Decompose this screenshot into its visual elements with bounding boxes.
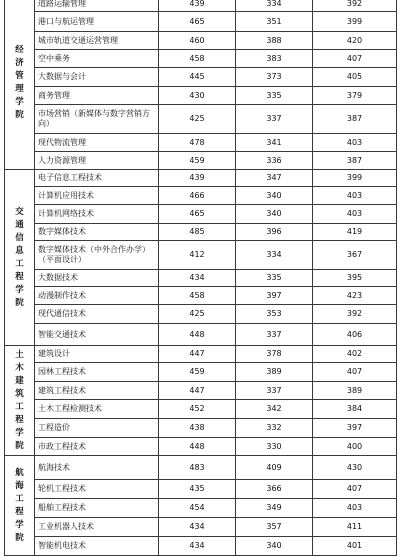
max-score-cell: 459 [159,363,236,382]
college-name-cell [5,456,35,556]
major-name-cell: 数字媒体技术（中外合作办学）（平面设计） [35,241,159,270]
min-score-cell: 342 [236,400,313,419]
max-score-cell: 430 [159,87,236,105]
avg-score-cell: 405 [313,68,397,87]
max-score-cell: 458 [159,287,236,305]
major-name-cell: 电子信息工程技术 [35,170,159,187]
max-score-cell: 434 [159,537,236,556]
major-name-cell: 空中乘务 [35,50,159,68]
min-score-cell: 389 [236,363,313,382]
table-row [5,205,397,224]
table-row [5,499,397,518]
min-score-cell: 334 [236,0,313,12]
table-row [5,50,397,68]
major-name-cell: 建筑设计 [35,346,159,363]
table-row [5,87,397,105]
min-score-cell: 347 [236,170,313,187]
max-score-cell: 447 [159,382,236,400]
major-name-cell: 市政工程技术 [35,438,159,456]
min-score-cell: 337 [236,382,313,400]
table-row [5,68,397,87]
min-score-cell: 334 [236,241,313,270]
major-name-cell: 土木工程检测技术 [35,400,159,419]
avg-score-cell: 423 [313,287,397,305]
avg-score-cell: 399 [313,12,397,32]
major-name-cell: 市场营销（新媒体与数字营销方向） [35,105,159,134]
avg-score-cell: 419 [313,224,397,241]
major-name-cell: 道路运输管理 [35,0,159,12]
min-score-cell: 336 [236,152,313,170]
max-score-cell: 454 [159,499,236,518]
major-name-cell: 航海技术 [35,456,159,480]
max-score-cell: 448 [159,438,236,456]
min-score-cell: 335 [236,270,313,287]
college-name-cell [5,0,35,170]
college-name-cell [5,346,35,456]
min-score-cell: 396 [236,224,313,241]
table-row [5,241,397,270]
table-row [5,305,397,324]
min-score-cell: 388 [236,32,313,50]
max-score-cell: 460 [159,32,236,50]
max-score-cell: 448 [159,324,236,346]
avg-score-cell: 395 [313,270,397,287]
min-score-cell: 378 [236,346,313,363]
max-score-cell: 466 [159,187,236,205]
min-score-cell: 409 [236,456,313,480]
major-name-cell: 大数据技术 [35,270,159,287]
table-row [5,363,397,382]
avg-score-cell: 430 [313,456,397,480]
avg-score-cell: 411 [313,518,397,537]
avg-score-cell: 403 [313,134,397,152]
avg-score-cell: 420 [313,32,397,50]
major-name-cell: 建筑工程技术 [35,382,159,400]
min-score-cell: 335 [236,87,313,105]
avg-score-cell: 406 [313,324,397,346]
min-score-cell: 383 [236,50,313,68]
avg-score-cell: 407 [313,363,397,382]
table-row [5,537,397,556]
avg-score-cell: 401 [313,537,397,556]
table-row [5,152,397,170]
avg-score-cell: 392 [313,0,397,12]
major-name-cell: 动漫制作技术 [35,287,159,305]
major-name-cell: 智能机电技术 [35,537,159,556]
avg-score-cell: 392 [313,305,397,324]
min-score-cell: 332 [236,419,313,438]
min-score-cell: 341 [236,134,313,152]
min-score-cell: 340 [236,537,313,556]
table-row [5,134,397,152]
admission-score-table [4,0,397,556]
table-row [5,0,397,12]
college-name: 经济管理学院 [15,45,24,120]
major-name-cell: 现代物流管理 [35,134,159,152]
avg-score-cell: 402 [313,346,397,363]
table-row [5,456,397,480]
college-name: 航海工程学院 [15,467,24,543]
max-score-cell: 465 [159,205,236,224]
max-score-cell: 459 [159,152,236,170]
min-score-cell: 351 [236,12,313,32]
table-row [5,438,397,456]
major-name-cell: 轮机工程技术 [35,480,159,499]
min-score-cell: 340 [236,205,313,224]
min-score-cell: 357 [236,518,313,537]
table-row [5,224,397,241]
max-score-cell: 439 [159,0,236,12]
major-name-cell: 计算机应用技术 [35,187,159,205]
college-name-cell [5,170,35,346]
major-name-cell: 城市轨道交通运营管理 [35,32,159,50]
min-score-cell: 337 [236,324,313,346]
avg-score-cell: 407 [313,480,397,499]
max-score-cell: 478 [159,134,236,152]
major-name-cell: 园林工程技术 [35,363,159,382]
major-name-cell: 数字媒体技术 [35,224,159,241]
max-score-cell: 434 [159,518,236,537]
major-name-cell: 计算机网络技术 [35,205,159,224]
avg-score-cell: 403 [313,499,397,518]
max-score-cell: 485 [159,224,236,241]
table-row [5,105,397,134]
min-score-cell: 337 [236,105,313,134]
table-row [5,324,397,346]
major-name-cell: 商务管理 [35,87,159,105]
max-score-cell: 439 [159,170,236,187]
table-row [5,346,397,363]
max-score-cell: 425 [159,305,236,324]
min-score-cell: 349 [236,499,313,518]
min-score-cell: 373 [236,68,313,87]
avg-score-cell: 403 [313,205,397,224]
major-name-cell: 工业机器人技术 [35,518,159,537]
avg-score-cell: 399 [313,170,397,187]
max-score-cell: 452 [159,400,236,419]
avg-score-cell: 403 [313,187,397,205]
max-score-cell: 435 [159,480,236,499]
avg-score-cell: 387 [313,152,397,170]
major-name-cell: 大数据与会计 [35,68,159,87]
major-name-cell: 工程造价 [35,419,159,438]
max-score-cell: 434 [159,270,236,287]
table-row [5,480,397,499]
min-score-cell: 340 [236,187,313,205]
avg-score-cell: 384 [313,400,397,419]
min-score-cell: 330 [236,438,313,456]
table-row [5,12,397,32]
avg-score-cell: 389 [313,382,397,400]
table-row [5,187,397,205]
max-score-cell: 425 [159,105,236,134]
table-row [5,419,397,438]
college-name: 土木建筑工程学院 [15,349,24,451]
max-score-cell: 412 [159,241,236,270]
avg-score-cell: 387 [313,105,397,134]
major-name-cell: 人力资源管理 [35,152,159,170]
max-score-cell: 465 [159,12,236,32]
max-score-cell: 445 [159,68,236,87]
major-name-cell: 船舶工程技术 [35,499,159,518]
avg-score-cell: 397 [313,419,397,438]
min-score-cell: 353 [236,305,313,324]
table-row [5,270,397,287]
min-score-cell: 366 [236,480,313,499]
table-row [5,287,397,305]
avg-score-cell: 367 [313,241,397,270]
college-name: 交通信息工程学院 [15,206,24,308]
avg-score-cell: 379 [313,87,397,105]
table-row [5,382,397,400]
table-row [5,170,397,187]
major-name-cell: 港口与航运管理 [35,12,159,32]
table-row [5,400,397,419]
avg-score-cell: 400 [313,438,397,456]
max-score-cell: 447 [159,346,236,363]
major-name-cell: 现代通信技术 [35,305,159,324]
avg-score-cell: 407 [313,50,397,68]
min-score-cell: 397 [236,287,313,305]
table-row [5,518,397,537]
max-score-cell: 483 [159,456,236,480]
max-score-cell: 458 [159,50,236,68]
score-table-body [5,0,397,556]
major-name-cell: 智能交通技术 [35,324,159,346]
table-row [5,32,397,50]
max-score-cell: 438 [159,419,236,438]
